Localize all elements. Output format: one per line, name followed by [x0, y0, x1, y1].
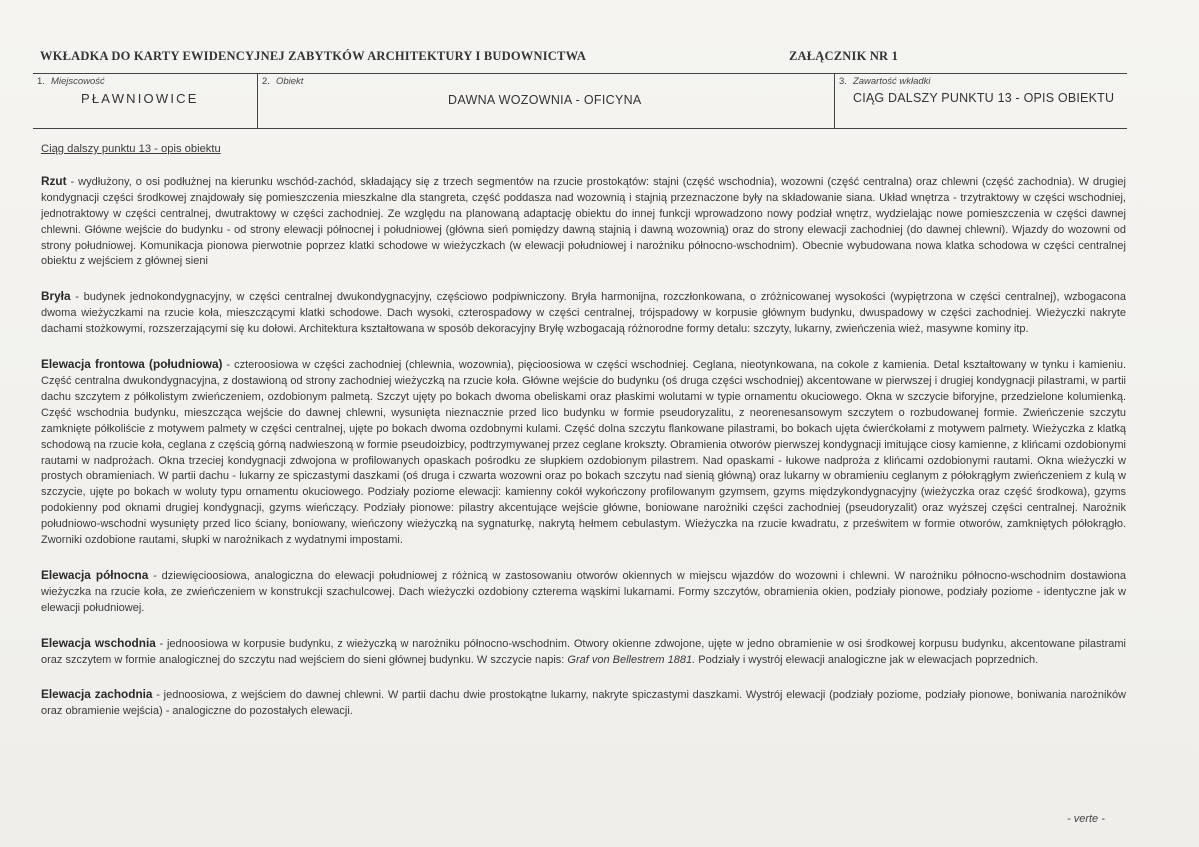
document-title: WKŁADKA DO KARTY EWIDENCYJNEJ ZABYTKÓW ARCHITEKTURY I BUDOWNICTWA [40, 49, 587, 63]
section-heading: Elewacja wschodnia [41, 635, 156, 650]
contents-value: CIĄG DALSZY PUNKTU 13 - OPIS OBIEKTU [853, 91, 1115, 105]
field-label: Zawartość wkładki [852, 76, 931, 87]
section-west-elevation [41, 687, 1126, 720]
description-body [41, 142, 1126, 739]
section-heading: Elewacja północna [41, 567, 149, 582]
field-number: 1. [37, 76, 45, 87]
inscription-text: Graf von Bellestrem 1881. [567, 653, 696, 666]
section-north-elevation [41, 568, 1126, 617]
object-cell [258, 74, 835, 128]
section-text: - budynek jednokondygnacyjny, w części centralnej dwukondygnacyjny, częściowo podpiwniczony. Bryła harmonijna, rozczłonkowana, o zróżnicowanej wysokości (wypiętrzona w części centralnej), wzbogacona dwoma wieżyczkami na rzucie koła, mieszczącymi klatki schodowe. Dach wysoki, czterospadowy w części centralnej, trójspadowy w korpusie głównym budynku, dwuspadowy w części zachodniej. Wieżyczki nakryte dachami stożkowymi, rozszerzającymi się ku dołowi. Architektura kształtowana w sposób dekoracyjny Bryłę wzbogacają różnorodne formy detalu: szczyty, lukarny, zwieńczenia wież, masywne kominy itp. [41, 291, 1126, 336]
section-heading: Rzut [41, 173, 67, 188]
contents-label [839, 76, 931, 87]
verte-note: - verte - [1067, 813, 1105, 825]
section-heading: Elewacja frontowa (południowa) [41, 357, 223, 372]
locality-cell [33, 74, 258, 128]
field-label: Miejscowość [50, 76, 105, 87]
locality-label [37, 76, 105, 87]
section-plan [41, 174, 1126, 270]
section-heading: Bryła [41, 289, 71, 304]
field-label: Obiekt [275, 76, 304, 87]
object-label [262, 76, 303, 87]
section-front-elevation [41, 357, 1126, 549]
attachment-number: ZAŁĄCZNIK NR 1 [789, 49, 899, 63]
record-fields-table [33, 73, 1127, 129]
section-heading: Elewacja zachodnia [41, 687, 153, 702]
object-value: DAWNA WOZOWNIA - OFICYNA [448, 93, 642, 107]
section-massing [41, 289, 1126, 338]
section-text: - dziewięcioosiowa, analogiczna do elewacji południowej z różnicą w zastosowaniu otworów okiennych w miejscu wjazdów do wozowni i chlewni. W narożniku północno-wschodnim dostawiona wieżyczka na rzucie koła, ze zwieńczeniem w konstrukcji szachulcowej. Dach wieżyczki ozdobiony czterema wąskimi lukarnami. Formy szczytów, obramienia okien, podziały pionowe, podziały poziome - identyczne jak w elewacji południowej. [41, 569, 1126, 614]
section-east-elevation [41, 636, 1126, 669]
section-text-continued: Podziały i wystrój elewacji analogiczne jak w elewacjach poprzednich. [695, 653, 1039, 666]
section-text: - jednoosiowa w korpusie budynku, z wieżyczką w narożniku północno-wschodnim. Otwory okienne zdwojone, ujęte w jedno obramienie w osi środkowej korpusu budynku, akcentowane pilastrami oraz szczytem w formie analogicznej do szczytu nad wejściem do sieni głównej budynku. W szczycie napis: [41, 637, 1126, 666]
field-number: 3. [839, 76, 847, 87]
field-number: 2. [262, 76, 270, 87]
contents-cell [835, 74, 1127, 128]
section-text: - czteroosiowa w części zachodniej (chlewnia, wozownia), pięcioosiowa w części wschodniej. Ceglana, nieotynkowana, na cokole z kamienia. Detal kształtowany w tynku i kamieniu. Część centralna dwukondygnacyjna, z dostawioną od strony zachodniej wieżyczką na rzucie koła. Główne wejście do budynku (oś druga części wschodniej) akcentowane w pierwszej i drugiej kondygnacji pilastrami, w partii dachu szczytem z półkolistym zwieńczeniem, ozdobionym palmetą. Szczyt ujęty po bokach dwoma obeliskami oraz płaskimi wolutami w typie ornamentu okuciowego. Okna w szczycie biforyjne, przedzielone kolumienką. Część wschodnia budynku, mieszcząca wejście do dawnej chlewni, wysunięta nieznacznie przed lico budynku w formie pseudoryzalitu, z neorenesansowym szczytem o rozbudowanej formie. Zwieńczenie szczytu zamknięte półkoliście z motywem palmety w części centralnej, ujęte po bokach dwoma ozdobnymi kulami. Część dolna szczytu flankowane pilastrami, bo bokach ujęta ćwierćkołami z motywem palmety. Wieżyczka z klatką schodową na rzucie koła, ceglana z częścią górną nadwieszoną w formie pseudoizbicy, podtrzymywanej przez ceglane krokszty. Obramienia otworów pierwszej kondygnacji imitujące ciosy kamienne, z klińcami ozdobionymi rautami w nadprożach. Okna trzeciej kondygnacji zdwojona w profilowanych opaskach pośrodku ze słupkiem ozdobionym pilastrem. Nad opaskami - łukowe nadproża z klińcami ozdobionymi rautami. Okna wieżyczki w prostych obramieniach. W partii dachu - lukarny ze spiczastymi daszkami (oś druga i czwarta wozowni oraz po bokach szczytu nad sienią główną) oraz lukarny w obramieniu ceglanym z półokrągłym zwieńczeniem z kulą w szczycie, ujęte po bokach w woluty typu ornamentu okuciowego. Podziały poziome elewacji: kamienny cokół wykończony profilowanym gzymsem, gzyms międzykondygnacyjny (wieżyczka oraz część środkowa), gzyms podokienny pod oknami drugiej kondygnacji, gzyms wieńczący. Podziały pionowe: pilastry akcentujące wejście główne, boniowane narożniki części zachodniej (pseudoryzalit) oraz wyższej części centralnej. Narożnik południowo-wschodni wysunięty przed lico ściany, boniowany, wieńczony wieżyczką na sygnaturkę, nakrytą hełmem cebulastym. Wieżyczka na rzucie kwadratu, z prześwitem w formie otworów, zamkniętych półokrągło. Zworniki ozdobione rautami, słupki w narożnikach z wydatnymi impostami. [41, 359, 1127, 547]
section-text: - wydłużony, o osi podłużnej na kierunku wschód-zachód, składający się z trzech segmentów na rzucie prostokątów: stajni (część wschodnia), wozowni (część centralna) oraz chlewni (część zachodnia). W drugiej kondygnacji części środkowej znajdowały się pomieszczenia mieszkalne dla stangreta, część poddasza nad wozownią i stajnią przeznaczone były na składowanie siana. Układ wnętrza - trzytraktowy w części wschodniej, jednotraktowy w części centralnej, dwutraktowy w części zachodniej. Ze względu na planowaną adaptację obiektu do innej funkcji wprowadzono nowy podział wnętrz, wydzielając nowe pomieszczenia w części dawnej chlewni. Główne wejście do budynku - od strony elewacji północnej i południowej (główna sień pomiędzy dawną stajnią i dawną wozownią) oraz do strony elewacji zachodniej (do dawnej chlewni). Wjazdy do wozowni od strony południowej. Komunikacja pionowa pierwotnie poprzez klatki schodowe w wieżyczkach (w elewacji południowej i narożniku północno-wschodnim). Obecnie wybudowana nowa klatka schodowa w części centralnej obiektu z wejściem z głównej sieni [41, 175, 1126, 268]
locality-value: PŁAWNIOWICE [81, 91, 199, 106]
section-text: - jednoosiowa, z wejściem do dawnej chlewni. W partii dachu dwie prostokątne lukarny, nakryte spiczastymi daszkami. Wystrój elewacji (podziały poziome, podziały pionowe, boniwania narożników oraz obramienie wejścia) - analogiczne do pozostałych elewacji. [41, 689, 1126, 718]
section-subtitle: Ciąg dalszy punktu 13 - opis obiektu [41, 143, 221, 155]
